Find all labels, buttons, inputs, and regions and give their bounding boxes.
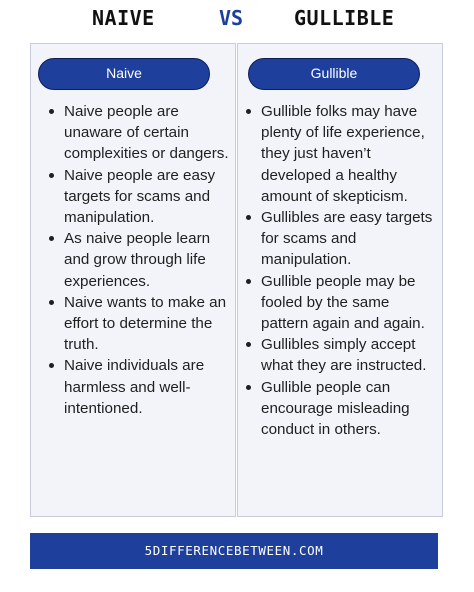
comparison-header (0, 6, 474, 36)
gullible-list (242, 101, 436, 440)
versus-label: VS (219, 6, 244, 30)
list-item: As naive people learn and grow through life experiences. (45, 228, 229, 292)
site-footer-banner: 5DIFFERENCEBETWEEN.COM (30, 533, 438, 569)
gullible-column (237, 43, 443, 517)
naive-column (30, 43, 236, 517)
list-item: Gullible people can encourage misleading conduct in others. (242, 377, 436, 441)
list-item: Gullibles are easy targets for scams and manipulation. (242, 207, 436, 271)
list-item: Naive people are unaware of certain complexities or dangers. (45, 101, 229, 165)
list-item: Naive individuals are harmless and well-intentioned. (45, 355, 229, 419)
left-term-title: NAIVE (92, 6, 155, 30)
list-item: Naive wants to make an effort to determine the truth. (45, 292, 229, 356)
gullible-heading-pill: Gullible (248, 58, 420, 90)
list-item: Gullible folks may have plenty of life experience, they just haven’t developed a healthy amount of skepticism. (242, 101, 436, 207)
list-item: Gullible people may be fooled by the same pattern again and again. (242, 271, 436, 335)
naive-heading-pill: Naive (38, 58, 210, 90)
list-item: Gullibles simply accept what they are instructed. (242, 334, 436, 376)
list-item: Naive people are easy targets for scams and manipulation. (45, 165, 229, 229)
naive-list (45, 101, 229, 419)
right-term-title: GULLIBLE (294, 6, 395, 30)
